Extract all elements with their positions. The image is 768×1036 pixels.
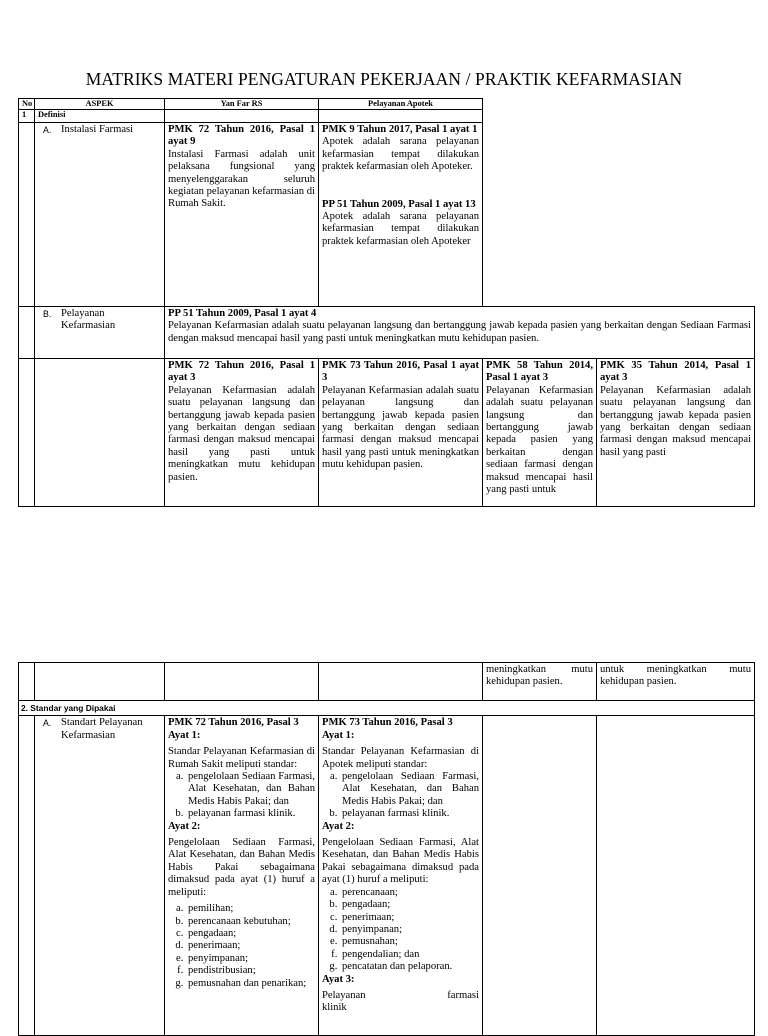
- row-continued: [19, 663, 755, 701]
- cell-apotek-instalasi: [319, 123, 483, 307]
- row-instalasi-farmasi: [19, 123, 755, 307]
- ayat-heading: Ayat 1:: [322, 729, 355, 741]
- list-item: a. perencanaan;: [340, 887, 479, 899]
- row-standar-pelayanan: [19, 716, 755, 1036]
- aspek-pelayanan-kefarmasian: B. Pelayanan Kefarmasian: [35, 307, 165, 359]
- list-item: g. pemusnahan dan penarikan;: [186, 978, 315, 990]
- cell-pmk58-continued: meningkatkan mutu kehidupan pasien.: [483, 663, 597, 701]
- matrix-table-page-1: [18, 98, 755, 507]
- header-no: No: [19, 99, 35, 110]
- ayat-heading: Ayat 3:: [322, 973, 355, 985]
- cell-rs-instalasi: [165, 123, 319, 307]
- header-pelayanan-apotek: Pelayanan Apotek: [319, 99, 483, 110]
- aspek-label: Standart Pelayanan Kefarmasian: [61, 717, 143, 741]
- aspek-label: Instalasi Farmasi: [61, 124, 134, 135]
- ayat-heading: Ayat 2:: [322, 820, 355, 832]
- definition-text: Pelayanan Kefarmasian adalah suatu pelayanan langsung dan bertanggung jawab kepada pasien yang berkaitan dengan sediaan farmasi dengan maksud mencapai hasil yang pasti untuk meningkatkan mutu kehidupan pasien.: [168, 384, 315, 483]
- standard-list: [322, 887, 479, 974]
- list-item: b. perencanaan kebutuhan;: [186, 916, 315, 928]
- aspek-instalasi-farmasi: A. Instalasi Farmasi: [35, 123, 165, 307]
- cell-rs-pelayanan: [165, 359, 319, 507]
- standard-text: Pelayanan farmasi klinik: [322, 989, 479, 1014]
- cell-pmk58-pelayanan: [483, 359, 597, 507]
- standard-list: [322, 771, 479, 821]
- row-pelayanan-kefarmasian-detail: [19, 359, 755, 507]
- list-item: b. pengadaan;: [340, 899, 479, 911]
- cell-pp51-definition: [165, 307, 755, 359]
- section-2-row: [19, 701, 755, 716]
- list-item: g. pencatatan dan pelaporan.: [340, 961, 479, 973]
- list-item: f. pengendalian; dan: [340, 949, 479, 961]
- definition-text: Pelayanan Kefarmasian adalah suatu pelayanan langsung dan bertanggung jawab kepada pasien yang berkaitan dengan sediaan farmasi dengan maksud mencapai hasil yang pasti untuk meningkatkan mutu kehidupan pasien.: [322, 384, 479, 471]
- cell-pmk35-pelayanan: [597, 359, 755, 507]
- page-title: MATRIKS MATERI PENGATURAN PEKERJAAN / PRAKTIK KEFARMASIAN: [85, 69, 683, 89]
- standard-text: Standar Pelayanan Kefarmasian di Rumah Sakit meliputi standar:: [168, 746, 315, 770]
- header-yanfar-rs: Yan Far RS: [165, 99, 319, 110]
- cell-apotek-pelayanan: [319, 359, 483, 507]
- cell-rs-standar: [165, 716, 319, 1036]
- list-item: c. penerimaan;: [340, 912, 479, 924]
- list-item: e. penyimpanan;: [186, 953, 315, 965]
- list-item: d. penyimpanan;: [340, 924, 479, 936]
- standard-list: [168, 771, 315, 821]
- aspek-standart-pelayanan: A. Standart Pelayanan Kefarmasian: [35, 716, 165, 1036]
- definition-text: Pelayanan Kefarmasian adalah suatu pelayanan langsung dan bertanggung jawab kepada pasien yang berkaitan dengan sediaan farmasi dengan maksud mencapai hasil yang pasti untuk: [486, 384, 593, 496]
- cell-pmk35-continued: untuk meningkatkan mutu kehidupan pasien.: [597, 663, 755, 701]
- section-1-row: [19, 110, 755, 123]
- regulation-reference: PP 51 Tahun 2009, Pasal 1 ayat 4: [168, 308, 317, 319]
- list-item: d. penerimaan;: [186, 940, 315, 952]
- standard-text: Pengelolaan Sediaan Farmasi, Alat Kesehatan, dan Bahan Medis Habis Pakai sebagaimana dimaksud pada ayat (1) huruf a meliputi:: [322, 837, 479, 886]
- list-item: b. pelayanan farmasi klinik.: [340, 808, 479, 820]
- list-item: a. pengelolaan Sediaan Farmasi, Alat Kesehatan, dan Bahan Medis Habis Pakai; dan: [186, 771, 315, 808]
- section-1-number: 1: [19, 110, 35, 123]
- standard-text: Standar Pelayanan Kefarmasian di Apotek meliputi standar:: [322, 746, 479, 770]
- regulation-reference: PMK 58 Tahun 2014, Pasal 1 ayat 3: [486, 360, 593, 384]
- cell-apotek-standar: [319, 716, 483, 1036]
- row-pelayanan-kefarmasian: [19, 307, 755, 359]
- regulation-reference: PMK 73 Tahun 2016, Pasal 3: [322, 717, 453, 729]
- aspek-label: Pelayanan Kefarmasian: [61, 308, 116, 332]
- section-2-title: 2. Standar yang Dipakai: [19, 701, 755, 716]
- definition-text: Apotek adalah sarana pelayanan kefarmasian tempat dilakukan praktek kefarmasian oleh Apoteker: [322, 211, 479, 247]
- list-item: c. pengadaan;: [186, 928, 315, 940]
- list-item: f. pendistribusian;: [186, 965, 315, 977]
- header-row: [19, 99, 755, 110]
- standard-list: [168, 903, 315, 990]
- standard-text: Pengelolaan Sediaan Farmasi, Alat Kesehatan, dan Bahan Medis Habis Pakai sebagaimana dimaksud pada ayat (1) huruf a meliputi:: [168, 837, 315, 898]
- regulation-reference: PMK 72 Tahun 2016, Pasal 1 ayat 9: [168, 124, 315, 148]
- definition-text: Instalasi Farmasi adalah unit pelaksana fungsional yang menyelenggarakan seluruh kegiatan pelayanan kefarmasian di Rumah Sakit.: [168, 148, 315, 210]
- definition-text: Pelayanan Kefarmasian adalah suatu pelayanan langsung dan bertanggung jawab kepada pasien yang berkaitan dengan Sediaan Farmasi dengan maksud mencapai hasil yang pasti untuk meningkatkan mutu kehidupan pasien.: [168, 320, 751, 344]
- regulation-reference: PP 51 Tahun 2009, Pasal 1 ayat 13: [322, 198, 476, 210]
- definition-text: Apotek adalah sarana pelayanan kefarmasian tempat dilakukan praktek kefarmasian oleh Apoteker.: [322, 136, 479, 173]
- list-item: b. pelayanan farmasi klinik.: [186, 808, 315, 820]
- header-aspek: ASPEK: [35, 99, 165, 110]
- regulation-reference: PMK 73 Tahun 2016, Pasal 1 ayat 3: [322, 360, 479, 384]
- section-1-title: Definisi: [35, 110, 165, 123]
- list-item: e. pemusnahan;: [340, 936, 479, 948]
- regulation-reference: PMK 72 Tahun 2016, Pasal 3: [168, 717, 299, 729]
- regulation-reference: PMK 35 Tahun 2014, Pasal 1 ayat 3: [600, 360, 751, 384]
- list-item: a. pengelolaan Sediaan Farmasi, Alat Kesehatan, dan Bahan Medis Habis Pakai; dan: [340, 771, 479, 808]
- ayat-heading: Ayat 2:: [168, 820, 201, 832]
- regulation-reference: PMK 72 Tahun 2016, Pasal 1 ayat 3: [168, 360, 315, 384]
- definition-text: Pelayanan Kefarmasian adalah suatu pelayanan langsung dan bertanggung jawab kepada pasien yang berkaitan dengan sediaan farmasi dengan maksud mencapai hasil yang pasti: [600, 384, 751, 458]
- matrix-table-page-2: [18, 662, 755, 1036]
- regulation-reference: PMK 9 Tahun 2017, Pasal 1 ayat 1: [322, 124, 478, 135]
- ayat-heading: Ayat 1:: [168, 729, 201, 741]
- list-item: a. pemilihan;: [186, 903, 315, 915]
